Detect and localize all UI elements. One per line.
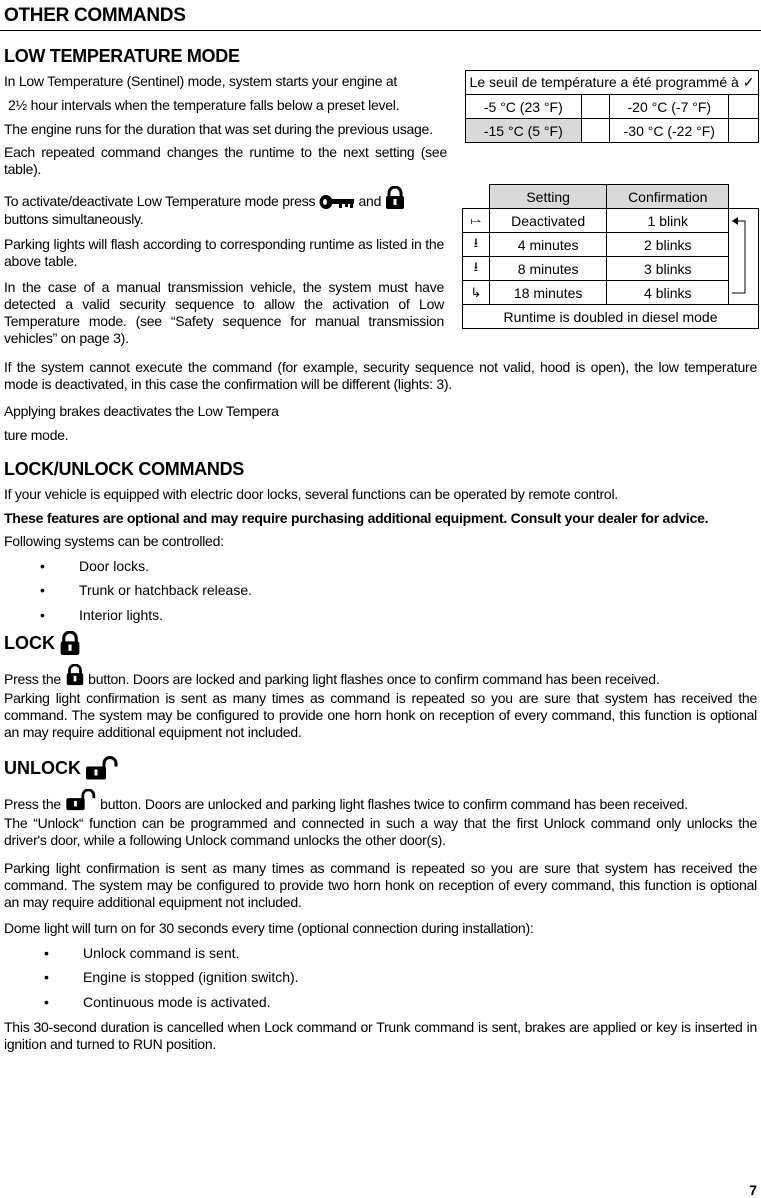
lock-icon bbox=[65, 664, 85, 686]
section-rule bbox=[0, 30, 761, 31]
table-row bbox=[463, 257, 759, 281]
runtime-confirmation: 3 blinks bbox=[607, 257, 729, 281]
runtime-footer: Runtime is doubled in diesel mode bbox=[463, 305, 759, 329]
threshold-cell: -5 °C (23 °F) bbox=[466, 95, 582, 119]
unlock-icon bbox=[65, 789, 97, 811]
threshold-cell: -20 °C (-7 °F) bbox=[610, 95, 729, 119]
key-icon bbox=[319, 193, 355, 218]
lock-unlock-heading: LOCK/UNLOCK COMMANDS bbox=[4, 459, 244, 479]
list-item-text: Door locks. bbox=[79, 558, 150, 574]
unlock-p2: The “Unlock“ function can be programmed and connected in such a way that the first Unlock command only unlocks the driver's door, while a following Unlock command unlocks the other door(s). bbox=[4, 815, 757, 848]
unlock-heading: UNLOCK bbox=[4, 758, 81, 778]
unlock-p1-pre: Press the bbox=[4, 796, 61, 812]
runtime-col-setting: Setting bbox=[489, 185, 607, 209]
lock-heading: LOCK bbox=[4, 633, 55, 653]
runtime-marker: ⭳ bbox=[463, 257, 490, 281]
runtime-col-confirmation: Confirmation bbox=[607, 185, 729, 209]
low-temp-p7: If the system cannot execute the command (for example, security sequence not valid, hood is open), the low temperature mode is deactivated, in this case the confirmation will be different (lights: 3). bbox=[4, 359, 757, 392]
low-temp-p5: Parking lights will flash according to corresponding runtime as listed in the above table. bbox=[4, 236, 444, 269]
unlock-p1-post: button. Doors are unlocked and parking light flashes twice to confirm command has been received. bbox=[100, 796, 688, 812]
runtime-setting: 4 minutes bbox=[489, 233, 607, 257]
threshold-check-cell bbox=[581, 95, 610, 119]
lock-unlock-p2: These features are optional and may require purchasing additional equipment. Consult your dealer for advice. bbox=[4, 510, 709, 526]
low-temp-p8-line1: Applying brakes deactivates the Low Tempera bbox=[4, 403, 279, 419]
low-temp-p8-line2: ture mode. bbox=[4, 427, 69, 443]
lock-p1-pre: Press the bbox=[4, 671, 61, 687]
manual-page: OTHER COMMANDS LOW TEMPERATURE MODE In Low Temperature (Sentinel) mode, system starts your engine at 2½ hour intervals when the temperature falls below a preset level. The engine runs for the duration that was set during the previous usage. Each repeated command changes the runtime to the next setting (see table). To activate/deactivate Low Temperature mode press and buttons simultaneously. Parking lights will flash according to corresponding runtime as listed in the above table. In the case of a manual transmission vehicle, the system must have detected a valid security sequence to allow the activation of Low Temperature mode. (see “Safety sequence for manual transmission vehicles” on page 3). If the system cannot execute the command (for example, security sequence not valid, hood is open), the low temperature mode is deactivated, in this case the confirmation will be different (lights: 3). Applying brakes deactivates the Low Tempera ture mode. Le seuil de température a été programmé à ✓ -5 °C (23 °F) -20 °C (-7 °F) -15 °C (5 °F) -30 °C (-22 °F) Setting Confirmation ⥛ Deactivated 1 blink ⭳ 4 minutes 2 blinks ⭳ 8 minutes 3 blinks ↳ 18 minutes 4 blinks Runtime is doubled in diesel mode LOCK/UNLOCK COMMANDS If your vehicle is equipped with electric door locks, several functions can be operated by remote control. These features are optional and may require purchasing additional equipment. Consult your dealer for advice. Following systems can be controlled: • Door locks. • Trunk or hatchback release. • Interior lights. LOCK Press the button. Doors are locked and parking light flashes once to confirm command has been received. Parking light confirmation is sent as many times as command is repeated so you are sure that system has received the command. The system may be configured to provide one horn honk on reception of every command, this function is optional an may require additional equipment not included. UNLOCK Press the button. Doors are unlocked and parking light flashes twice to confirm command has been received. The “Unlock“ function can be programmed and connected in such a way that the first Unlock command only unlocks the driver's door, while a following Unlock command unlocks the other door(s). Parking light confirmation is sent as many times as command is repeated so you are sure that system has received the command. The system may be configured to provide two horn honk on reception of every command, this function is optional an may require additional equipment not included. Dome light will turn on for 30 seconds every time (optional connection during installation): • Unlock command is sent. • Engine is stopped (ignition switch). • Continuous mode is activated. This 30-second duration is cancelled when Lock command or Trunk command is sent, brakes are applied or key is inserted in ignition and turned to RUN position. 7 bbox=[0, 0, 761, 1198]
low-temp-p4-part1: To activate/deactivate Low Temperature mode press bbox=[4, 193, 316, 209]
threshold-check-cell bbox=[581, 119, 610, 143]
low-temp-heading: LOW TEMPERATURE MODE bbox=[4, 46, 240, 66]
runtime-table-wrap bbox=[462, 184, 759, 334]
list-item-text: Continuous mode is activated. bbox=[83, 994, 271, 1010]
low-temp-p3: Each repeated command changes the runtime to the next setting (see table). bbox=[4, 144, 447, 177]
runtime-confirmation: 2 blinks bbox=[607, 233, 729, 257]
page-number: 7 bbox=[749, 1182, 757, 1198]
lock-unlock-p3: Following systems can be controlled: bbox=[4, 533, 224, 549]
table-row bbox=[463, 233, 759, 257]
unlock-heading-row bbox=[4, 756, 119, 782]
unlock-p1 bbox=[4, 789, 688, 813]
table-row bbox=[466, 119, 759, 143]
list-item-text: Unlock command is sent. bbox=[83, 945, 240, 961]
unlock-p5: This 30-second duration is cancelled when Lock command or Trunk command is sent, brakes are applied or key is inserted in ignition and turned to RUN position. bbox=[4, 1019, 757, 1052]
runtime-table bbox=[462, 184, 759, 329]
unlock-icon bbox=[85, 756, 119, 781]
list-item-text: Trunk or hatchback release. bbox=[79, 582, 253, 598]
low-temp-p4-part2: buttons simultaneously. bbox=[4, 211, 144, 227]
section-title: OTHER COMMANDS bbox=[4, 5, 186, 26]
runtime-marker: ⥛ bbox=[463, 209, 490, 233]
threshold-check-cell bbox=[729, 119, 759, 143]
lock-p1 bbox=[4, 664, 659, 688]
unlock-p3: Parking light confirmation is sent as many times as command is repeated so you are sure that system has received the command. The system may be configured to provide two horn honk on reception of every command, this function is optional an may require additional equipment not included. bbox=[4, 860, 757, 910]
runtime-confirmation: 4 blinks bbox=[607, 281, 729, 305]
runtime-confirmation: 1 blink bbox=[607, 209, 729, 233]
runtime-setting: Deactivated bbox=[489, 209, 607, 233]
low-temp-p2: The engine runs for the duration that was set during the previous usage. bbox=[4, 121, 433, 137]
runtime-marker: ↳ bbox=[463, 281, 490, 305]
table-row bbox=[463, 281, 759, 305]
threshold-check-cell bbox=[729, 95, 759, 119]
lock-icon bbox=[385, 186, 405, 218]
lock-heading-row bbox=[4, 631, 81, 657]
table-row bbox=[463, 209, 759, 233]
unlock-p4: Dome light will turn on for 30 seconds every time (optional connection during installation): bbox=[4, 920, 534, 936]
lock-icon bbox=[59, 631, 81, 656]
runtime-setting: 18 minutes bbox=[489, 281, 607, 305]
cycle-arrow-icon bbox=[728, 214, 756, 298]
low-temp-p1-line2: 2½ hour intervals when the temperature falls below a preset level. bbox=[8, 97, 400, 113]
threshold-header: Le seuil de température a été programmé à ✓ bbox=[466, 71, 759, 95]
low-temp-p4-and: and bbox=[358, 193, 382, 209]
lock-p1-post: button. Doors are locked and parking light flashes once to confirm command has been received. bbox=[88, 671, 660, 687]
threshold-cell: -30 °C (-22 °F) bbox=[610, 119, 729, 143]
list-item-text: Interior lights. bbox=[79, 607, 164, 623]
runtime-marker: ⭳ bbox=[463, 233, 490, 257]
table-row bbox=[466, 95, 759, 119]
runtime-setting: 8 minutes bbox=[489, 257, 607, 281]
list-item-text: Engine is stopped (ignition switch). bbox=[83, 969, 299, 985]
lock-unlock-p1: If your vehicle is equipped with electric door locks, several functions can be operated by remote control. bbox=[4, 486, 618, 502]
low-temp-p1-line1: In Low Temperature (Sentinel) mode, system starts your engine at bbox=[4, 73, 398, 89]
low-temp-p6: In the case of a manual transmission vehicle, the system must have detected a valid security sequence to allow the activation of Low Temperature mode. (see “Safety sequence for manual transmission vehicles” on page 3). bbox=[4, 279, 444, 346]
threshold-table bbox=[465, 70, 759, 143]
threshold-cell: -15 °C (5 °F) bbox=[466, 119, 582, 143]
lock-p2: Parking light confirmation is sent as many times as command is repeated so you are sure that system has received the command. The system may be configured to provide one horn honk on reception of every command, this function is optional an may require additional equipment not included. bbox=[4, 690, 757, 740]
